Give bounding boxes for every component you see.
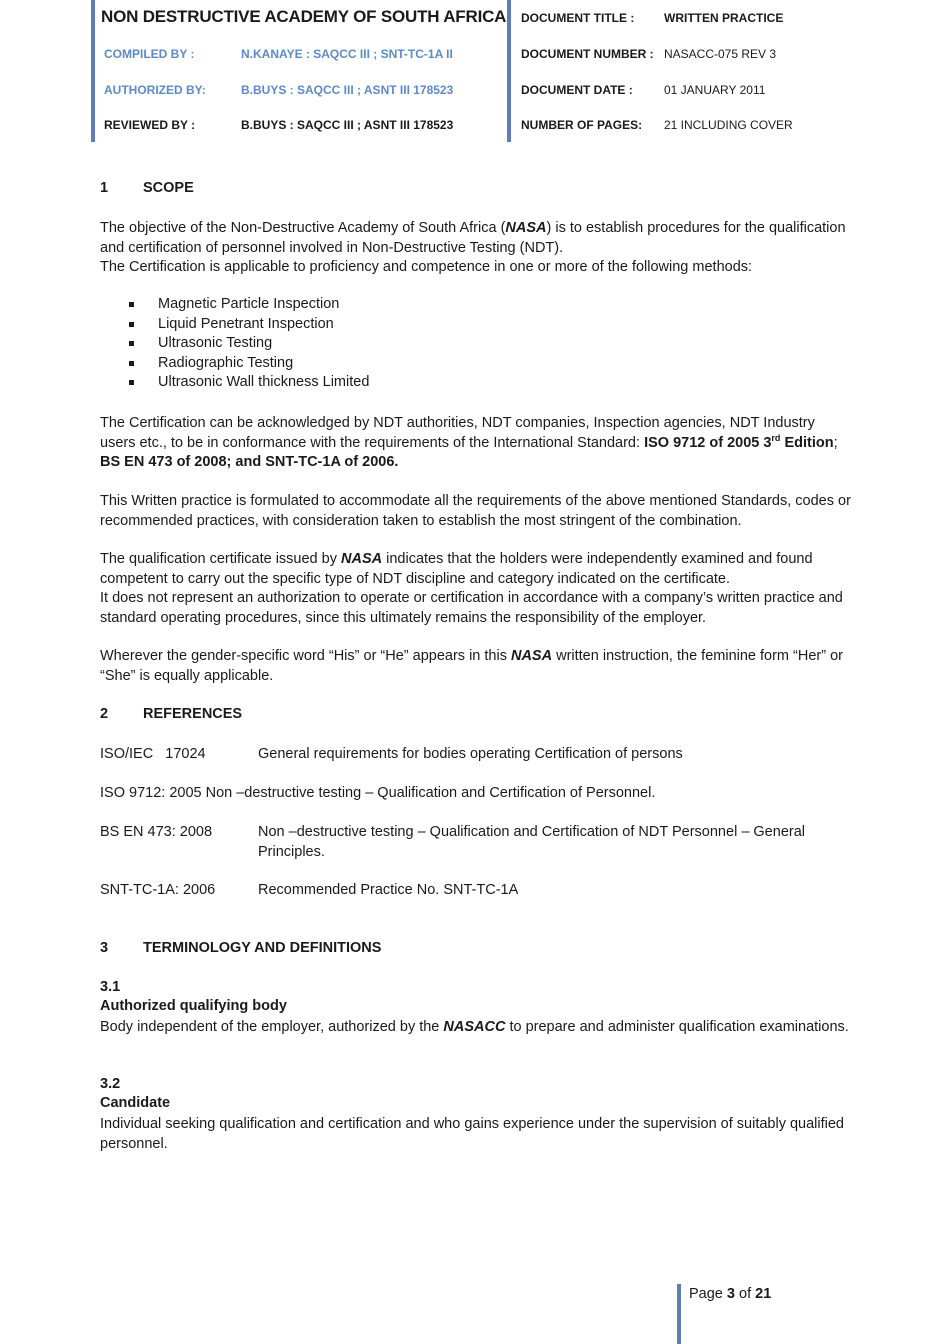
- bullet-icon: [129, 341, 134, 346]
- section-number: 2: [100, 706, 109, 722]
- scope-paragraph-4: [100, 550, 852, 628]
- list-item: [100, 295, 369, 315]
- text: of: [734, 1286, 756, 1302]
- text: Body independent of the employer, authorized by the: [100, 1019, 444, 1035]
- bullet-icon: [129, 302, 134, 307]
- compiled-label: COMPILED BY :: [104, 47, 195, 61]
- nasa-acronym: NASA: [341, 551, 383, 567]
- standard-refs: BS EN 473 of 2008; and SNT-TC-1A of 2006.: [100, 454, 399, 470]
- section-title: SCOPE: [143, 180, 194, 196]
- scope-paragraph-5: [100, 647, 852, 686]
- list-item-text: Magnetic Particle Inspection: [158, 296, 340, 312]
- text: to prepare and administer qualification examinations.: [505, 1019, 849, 1035]
- header-left-block: [91, 0, 509, 142]
- current-page: 3: [726, 1286, 735, 1302]
- definition-number: 3.2: [100, 1076, 121, 1092]
- page-footer: [677, 1284, 801, 1344]
- text: The qualification certificate issued by: [100, 551, 341, 567]
- reference-row: [100, 823, 852, 863]
- doc-number-value: NASACC-075 REV 3: [664, 47, 777, 61]
- reference-description: General requirements for bodies operating Certification of persons: [258, 746, 683, 762]
- reference-code: BS EN 473: 2008: [100, 824, 213, 840]
- doc-title-label: DOCUMENT TITLE :: [521, 11, 635, 25]
- org-title: NON DESTRUCTIVE ACADEMY OF SOUTH AFRICA: [101, 7, 507, 26]
- compiled-value: N.KANAYE : SAQCC III ; SNT-TC-1A II: [241, 47, 453, 61]
- scope-paragraph-2: [100, 414, 852, 473]
- header-right-block: [507, 0, 811, 142]
- scope-paragraph-1: [100, 219, 852, 278]
- pages-label: NUMBER OF PAGES:: [521, 118, 643, 132]
- bullet-icon: [129, 361, 134, 366]
- reference-code: ISO/IEC 17024: [100, 746, 206, 762]
- standard-ref: ISO 9712 of 2005 3: [644, 434, 772, 451]
- section-heading-terminology: [100, 940, 381, 956]
- reference-description: Recommended Practice No. SNT-TC-1A: [258, 882, 519, 898]
- bullet-icon: [129, 380, 134, 385]
- section-heading-scope: [100, 180, 194, 196]
- reference-full: ISO 9712: 2005 Non –destructive testing – Qualification and Certification of Personnel.: [100, 785, 656, 801]
- definition-term: Authorized qualifying body: [100, 998, 287, 1014]
- doc-number-label: DOCUMENT NUMBER :: [521, 47, 654, 61]
- section-title: TERMINOLOGY AND DEFINITIONS: [143, 940, 382, 956]
- definition-number: 3.1: [100, 979, 121, 995]
- text: The Certification is applicable to proficiency and competence in one or more of the following methods:: [100, 259, 753, 275]
- reference-row: [100, 745, 852, 765]
- text: indicates that the holders were independently examined and found competent to carry out the specific type of NDT discipline and category indicated on the certificate.: [100, 551, 813, 587]
- edition-text: Edition: [780, 434, 834, 451]
- methods-list: [100, 295, 369, 393]
- text: ) is to establish procedures for the qualification and certification of personnel involved in Non-Destructive Testing (NDT).: [100, 220, 846, 256]
- reviewed-value: B.BUYS : SAQCC III ; ASNT III 178523: [241, 118, 454, 132]
- section-title: REFERENCES: [143, 706, 243, 722]
- reference-row: [100, 784, 852, 804]
- doc-date-label: DOCUMENT DATE :: [521, 83, 633, 97]
- definition-text: Individual seeking qualification and certification and who gains experience under the supervision of suitably qualified personnel.: [100, 1116, 844, 1152]
- reference-row: [100, 881, 852, 901]
- nasa-acronym: NASA: [510, 648, 553, 664]
- text: Wherever the gender-specific word “His” or “He” appears in this: [100, 648, 511, 664]
- section-number: 1: [100, 180, 109, 196]
- text: It does not represent an authorization to operate or certification in accordance with a company’s written practice and standard operating procedures, since this ultimately remains the responsibility of the employer.: [100, 590, 843, 626]
- definition-text: [100, 1018, 852, 1038]
- list-item-text: Radiographic Testing: [158, 354, 294, 371]
- doc-title-value: WRITTEN PRACTICE: [664, 11, 784, 25]
- list-item-text: Ultrasonic Testing: [158, 335, 273, 351]
- superscript: rd: [771, 432, 781, 443]
- reference-description: Non –destructive testing – Qualification and Certification of NDT Personnel – General Principles.: [258, 824, 805, 860]
- list-item-text: Liquid Penetrant Inspection: [158, 315, 334, 332]
- section-heading-references: [100, 706, 242, 722]
- reference-code: SNT-TC-1A: 2006: [100, 882, 216, 898]
- list-item: [100, 334, 369, 354]
- text: Page: [689, 1286, 727, 1302]
- page-number: [689, 1286, 771, 1302]
- definition-term: Candidate: [100, 1095, 171, 1111]
- section-number: 3: [100, 940, 109, 956]
- nasacc-acronym: NASACC: [443, 1019, 506, 1035]
- doc-date-value: 01 JANUARY 2011: [664, 83, 766, 97]
- reviewed-label: REVIEWED BY :: [104, 118, 196, 132]
- nasa-acronym: NASA: [505, 220, 547, 236]
- text: ;: [833, 434, 838, 451]
- text: The objective of the Non-Destructive Academy of South Africa (: [100, 220, 506, 236]
- bullet-icon: [129, 322, 134, 327]
- total-pages: 21: [755, 1286, 772, 1302]
- authorized-label: AUTHORIZED BY:: [104, 83, 206, 97]
- list-item-text: Ultrasonic Wall thickness Limited: [158, 374, 370, 390]
- authorized-value: B.BUYS : SAQCC III ; ASNT III 178523: [241, 83, 454, 97]
- list-item: [100, 373, 369, 393]
- list-item: [100, 315, 369, 335]
- text: The Certification can be acknowledged by NDT authorities, NDT companies, Inspection agencies, NDT Industry users etc., to be in conformance with the requirements of the International Standard:: [100, 415, 815, 451]
- list-item: [100, 354, 369, 374]
- text: written instruction, the feminine form “Her” or “She” is equally applicable.: [100, 648, 843, 684]
- scope-paragraph-3: This Written practice is formulated to accommodate all the requirements of the above mentioned Standards, codes or recommended practices, with consideration taken to establish the most stringent of the combination.: [100, 493, 851, 529]
- pages-value: 21 INCLUDING COVER: [664, 118, 793, 132]
